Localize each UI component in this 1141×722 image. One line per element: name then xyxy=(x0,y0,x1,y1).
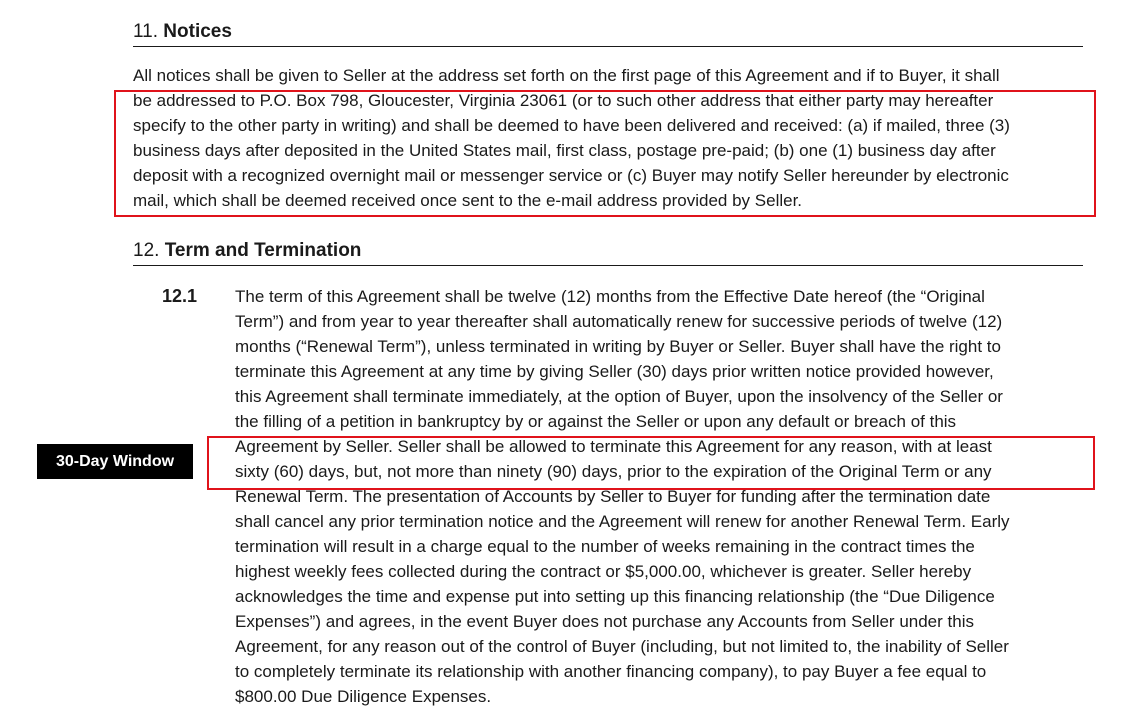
notices-paragraph xyxy=(133,63,1010,213)
paragraph-line: business days after deposited in the United States mail, first class, postage pre-paid; (b) one (1) business day after xyxy=(133,141,996,160)
paragraph-line: deposit with a recognized overnight mail or messenger service or (c) Buyer may notify Seller hereunder by electronic xyxy=(133,166,1009,185)
paragraph-line: All notices shall be given to Seller at the address set forth on the first page of this Agreement and if to Buyer, it shall xyxy=(133,66,1000,85)
paragraph-line: The term of this Agreement shall be twelve (12) months from the Effective Date hereof (the “Original xyxy=(235,287,985,306)
paragraph-line: be addressed to P.O. Box 798, Gloucester, Virginia 23061 (or to such other address that either party may hereafter xyxy=(133,91,994,110)
paragraph-line: mail, which shall be deemed received once sent to the e-mail address provided by Seller. xyxy=(133,191,803,210)
paragraph-line: Term”) and from year to year thereafter shall automatically renew for successive periods of twelve (12) xyxy=(235,312,1003,331)
paragraph-line: sixty (60) days, but, not more than ninety (90) days, prior to the expiration of the Original Term or any xyxy=(235,462,992,481)
section-12-heading xyxy=(133,239,1083,266)
paragraph-line: Renewal Term. The presentation of Accounts by Seller to Buyer for funding after the termination date xyxy=(235,487,991,506)
subsection-number: 12.1 xyxy=(162,286,198,306)
section-11-heading xyxy=(133,20,1083,47)
paragraph-line: termination will result in a charge equal to the number of weeks remaining in the contract times the xyxy=(235,537,975,556)
section-number: 12. xyxy=(133,240,160,261)
paragraph-line: terminate this Agreement at any time by giving Seller (30) days prior written notice provided however, xyxy=(235,362,994,381)
paragraph-line: highest weekly fees collected during the contract or $5,000.00, whichever is greater. Seller hereby xyxy=(235,562,972,581)
paragraph-line: acknowledges the time and expense put into setting up this financing relationship (the “Due Diligence xyxy=(235,587,995,606)
paragraph-line: months (“Renewal Term”), unless terminated in writing by Buyer or Seller. Buyer shall have the right to xyxy=(235,337,1001,356)
section-title: Term and Termination xyxy=(164,240,362,261)
paragraph-line: the filling of a petition in bankruptcy by or against the Seller or upon any default or breach of this xyxy=(235,412,957,431)
callout-label: 30-Day Window xyxy=(37,444,193,479)
paragraph-line: Agreement, for any reason out of the control of Buyer (including, but not limited to, the inability of Seller xyxy=(235,637,1009,656)
paragraph-line: $800.00 Due Diligence Expenses. xyxy=(235,687,492,706)
paragraph-line: specify to the other party in writing) and shall be deemed to have been delivered and received: (a) if mailed, three (3) xyxy=(133,116,1010,135)
section-title: Notices xyxy=(163,21,232,42)
paragraph-line: Agreement by Seller. Seller shall be allowed to terminate this Agreement for any reason, with at least xyxy=(235,437,992,456)
term-paragraph xyxy=(235,284,1010,709)
paragraph-line: shall cancel any prior termination notice and the Agreement will renew for another Renewal Term. Early xyxy=(235,512,1010,531)
paragraph-line: Expenses”) and agrees, in the event Buyer does not purchase any Accounts from Seller under this xyxy=(235,612,974,631)
paragraph-line: to completely terminate its relationship with another financing company), to pay Buyer a fee equal to xyxy=(235,662,987,681)
section-number: 11. xyxy=(133,21,159,42)
paragraph-line: this Agreement shall terminate immediately, at the option of Buyer, upon the insolvency of the Seller or xyxy=(235,387,1003,406)
